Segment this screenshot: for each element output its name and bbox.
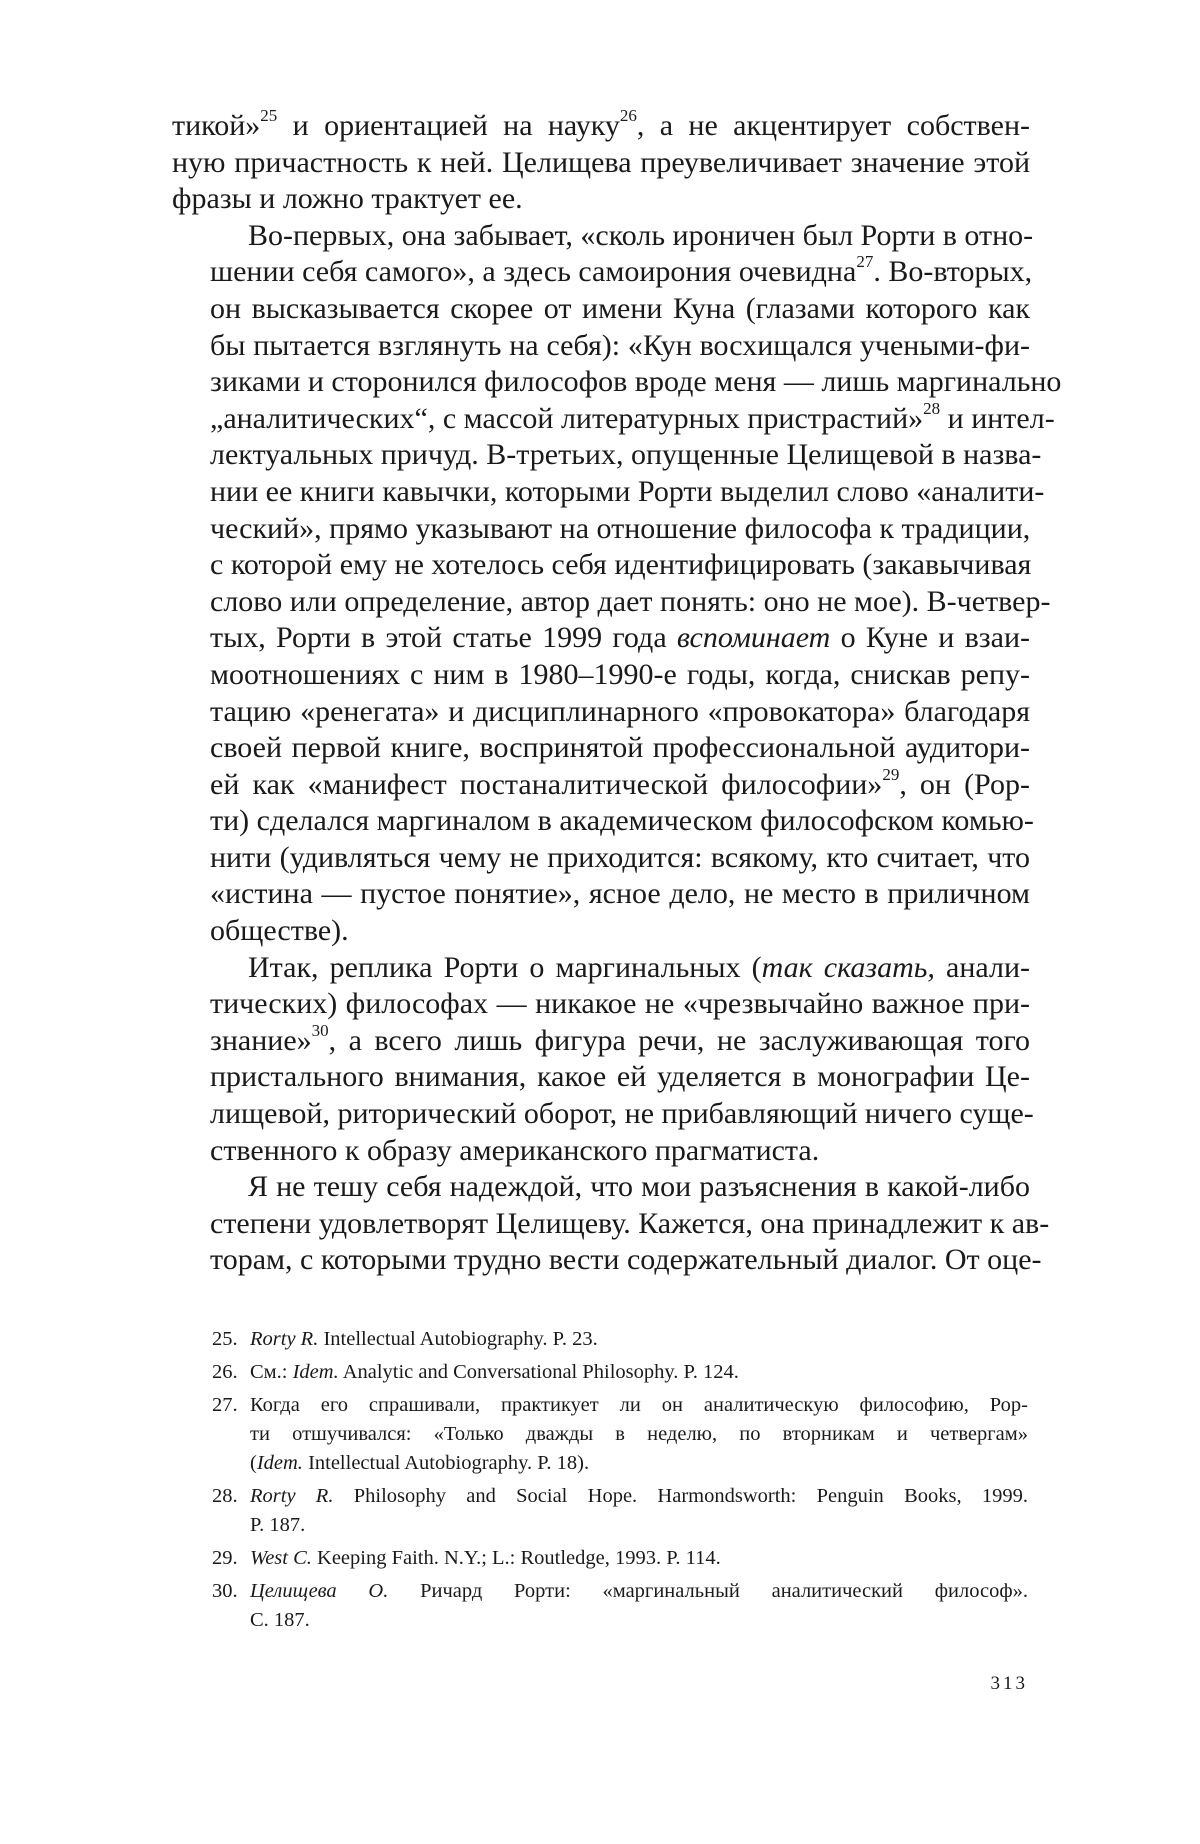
footnote-25: 25. Rorty R. Intellectual Autobiography. P. 23. [212, 1325, 1028, 1354]
page-number: 313 [990, 1673, 1028, 1694]
footnote-number: 29. [212, 1547, 238, 1569]
footnote-ref-25[interactable]: 25 [260, 106, 278, 125]
footnote-number: 27. [212, 1394, 238, 1416]
footnote-number: 25. [212, 1328, 238, 1350]
footnote-ref-29[interactable]: 29 [882, 764, 900, 784]
paragraph-1: тикой»$^{25}$ и ориентацией на науку$^{26}$, а не акцентирует собствен- ную причастность к ней. Целищева преувеличивает значение этой фразы и ложно трактует ее. [172, 106, 1030, 216]
footnote-number: 28. [212, 1485, 238, 1507]
footnote-30: 30. Целищева О. Ричард Рорти: «маргинальный аналитический философ». С. 187. [212, 1577, 1028, 1635]
footnote-28: 28. Rorty R. Philosophy and Social Hope. Harmondsworth: Penguin Books, 1999. P. 187. [212, 1482, 1028, 1540]
footnote-ref-26[interactable]: 26 [619, 106, 637, 125]
footnote-ref-30[interactable]: 30 [311, 1020, 329, 1040]
paragraph-3: Итак, реплика Рорти о маргинальных (так сказать, анали- тических) философах — никакое не «чрезвычайно важное при- знание»$^{30}$, а всего лишь фигура речи, не заслуживающая того пристального внимания, какое ей уделяется в монографии Це- лищевой, риторический оборот, не прибавляющий ничего суще- ственного к образу американского прагматиста. [210, 950, 1034, 1167]
footnote-number: 30. [212, 1580, 238, 1602]
footnote-29: 29. West C. Keeping Faith. N.Y.; L.: Routledge, 1993. P. 114. [212, 1544, 1028, 1573]
footnote-ref-27[interactable]: 27 [856, 252, 874, 272]
main-text [172, 106, 1062, 1279]
footnote-number: 26. [212, 1361, 238, 1383]
footnote-27: 27. Когда его спрашивали, практикует ли он аналитическую философию, Рор- ти отшучивался: «Только дважды в неделю, по вторникам и четвергам» (Idem. Intellectual Autobiography. P. 18). [212, 1391, 1028, 1478]
paragraph-2: Во-первых, она забывает, «сколь ироничен был Рорти в отно- шении себя самого», а здесь самоирония очевидна$^{27}$. Во-вторых, он высказывается скорее от имени Куна (глазами которого как бы пытается взглянуть на себя): «Кун восхищался учеными-фи- зиками и сторонился философов вроде меня — лишь маргинально „аналитических“, с массой литературных пристрастий»$^{28}$ и интел- лектуальных причуд. В-третьих, опущенные Целищевой в назва- нии ее книги кавычки, которыми Рорти выделил слово «аналити- ческий», прямо указывают на отношение философа к традиции, с которой ему не хотелось себя идентифицировать (закавычивая слово или определение, автор дает понять: оно не мое). В-четвер- тых, Рорти в этой статье 1999 года вспоминает о Куне и взаи- моотношениях с ним в 1980–1990-е годы, когда, снискав репу- тацию «ренегата» и дисциплинарного «провокатора» благодаря своей первой книге, воспринятой профессиональной аудитори- ей как «манифест постаналитической философии»$^{29}$, он (Рор- ти) сделался маргиналом в академическом философском комью- нити (удивляться чему не приходится: всякому, кто считает, что «истина — пустое понятие», ясное дело, не место в приличном обществе). [210, 218, 1062, 948]
paragraph-4: Я не тешу себя надеждой, что мои разъяснения в какой-либо степени удовлетворят Целищеву. Кажется, она принадлежит к ав- торам, с которыми трудно вести содержательный диалог. От оце- [210, 1170, 1050, 1277]
footnote-26: 26. См.: Idem. Analytic and Conversational Philosophy. P. 124. [212, 1358, 1028, 1387]
footnotes [212, 1325, 1028, 1639]
footnote-ref-28[interactable]: 28 [923, 398, 941, 418]
